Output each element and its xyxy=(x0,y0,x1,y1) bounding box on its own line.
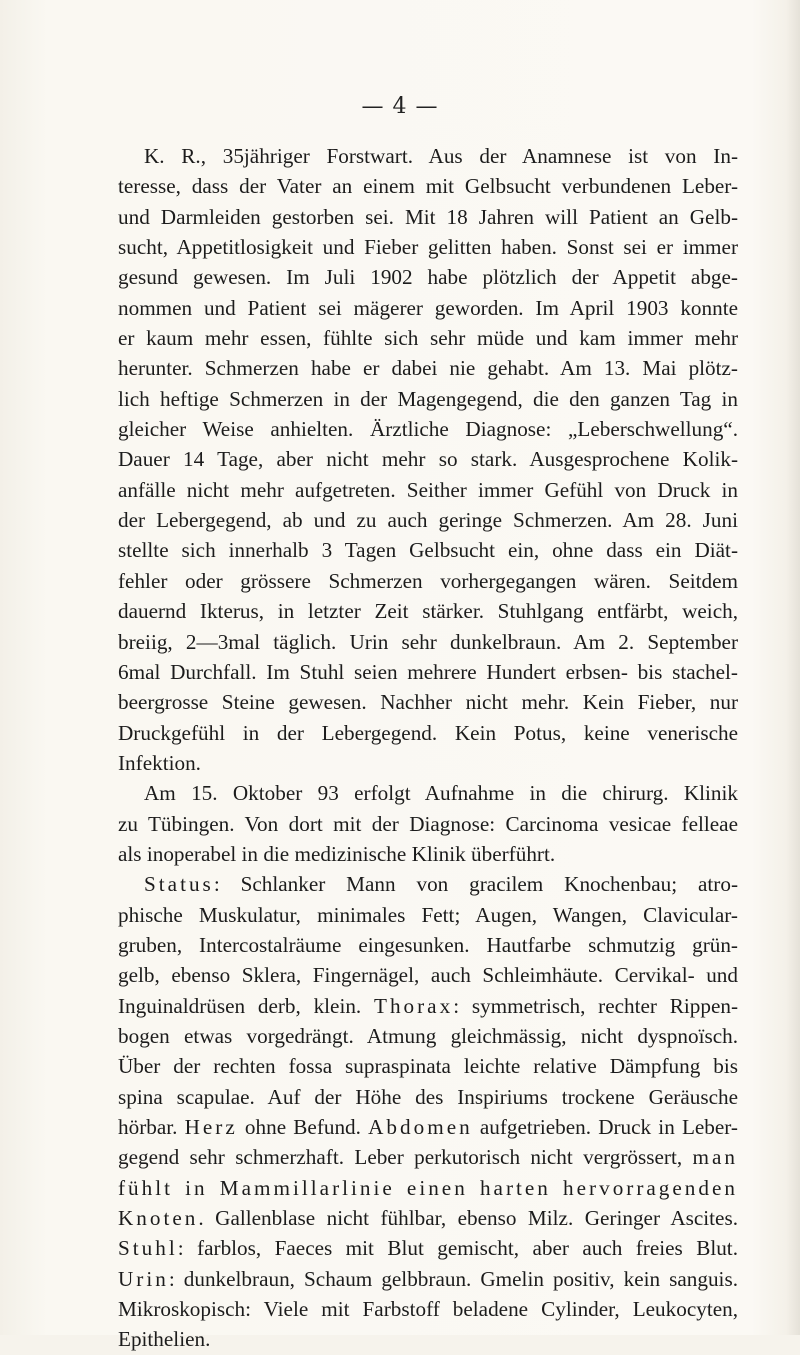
text-line: spina scapulae. Auf der Höhe des Inspiriums trockene Geräusche xyxy=(118,1084,738,1109)
text-line: gesund gewesen. Im Juli 1902 habe plötzlich der Appetit abge- xyxy=(118,265,738,290)
text-line: anfälle nicht mehr aufgetreten. Seither immer Gefühl von Druck in xyxy=(118,477,738,502)
text-line: teresse, dass der Vater an einem mit Gelbsucht verbundenen Leber- xyxy=(118,174,738,199)
text-line: nommen und Patient sei mägerer geworden. Im April 1903 konnte xyxy=(118,295,738,320)
text-line xyxy=(118,1264,738,1294)
text-line: beergrosse Steine gewesen. Nachher nicht mehr. Kein Fieber, nur xyxy=(118,690,738,715)
spaced-heading-word: Knoten xyxy=(118,1206,199,1231)
text-line xyxy=(118,869,738,899)
spaced-heading-word: Thorax xyxy=(374,993,454,1018)
text-segment: : symmetrisch, rechter Rippen- xyxy=(453,993,738,1018)
text-line: sucht, Appetitlosigkeit und Fieber gelitten haben. Sonst sei er immer xyxy=(118,235,738,260)
text-line: Mikroskopisch: Viele mit Farbstoff beladene Cylinder, Leukocyten, xyxy=(118,1297,738,1322)
text-line: stellte sich innerhalb 3 Tagen Gelbsucht ein, ohne dass ein Diät- xyxy=(118,538,738,563)
text-line: Am 15. Oktober 93 erfolgt Aufnahme in die chirurg. Klinik xyxy=(144,781,738,806)
text-line xyxy=(118,1142,738,1172)
spaced-heading-word: Abdomen xyxy=(368,1115,473,1139)
text-segment: hörbar. xyxy=(118,1115,185,1139)
page-number: — 4 — xyxy=(361,94,439,119)
text-line: phische Muskulatur, minimales Fett; Augen, Wangen, Clavicular- xyxy=(118,902,738,927)
text-segment: . Gallenblase nicht fühlbar, ebenso Milz. Geringer Ascites. xyxy=(198,1206,738,1231)
text-line: K. R., 35jähriger Forstwart. Aus der Anamnese ist von In- xyxy=(144,144,738,168)
text-line: herunter. Schmerzen habe er dabei nie gehabt. Am 13. Mai plötz- xyxy=(118,356,738,381)
spaced-heading-word: man xyxy=(692,1145,738,1170)
text-line: Dauer 14 Tage, aber nicht mehr so stark. Ausgesprochene Kolik- xyxy=(118,447,738,472)
body-text xyxy=(118,141,738,1355)
text-line: lich heftige Schmerzen in der Magengegend, die den ganzen Tag in xyxy=(118,386,738,411)
text-segment: aufgetrieben. Druck in Leber- xyxy=(472,1115,738,1139)
text-line: gruben, Intercostalräume eingesunken. Hautfarbe schmutzig grün- xyxy=(118,932,738,957)
text-line: Infektion. xyxy=(118,750,201,775)
text-segment: Inguinaldrüsen derb, klein. xyxy=(118,993,374,1018)
text-line: dauernd Ikterus, in letzter Zeit stärker. Stuhlgang entfärbt, weich, xyxy=(118,599,738,624)
text-line xyxy=(118,1203,738,1233)
page-edge-shadow xyxy=(786,0,800,1335)
text-line xyxy=(118,1173,738,1203)
text-line: breiig, 2—3mal täglich. Urin sehr dunkelbraun. Am 2. September xyxy=(118,629,738,654)
text-line: der Lebergegend, ab und zu auch geringe Schmerzen. Am 28. Juni xyxy=(118,508,738,533)
text-line: er kaum mehr essen, fühlte sich sehr müde und kam immer mehr xyxy=(118,326,738,351)
text-line xyxy=(118,1112,738,1142)
text-line: 6mal Durchfall. Im Stuhl seien mehrere Hundert erbsen- bis stachel- xyxy=(118,659,738,684)
text-line: bogen etwas vorgedrängt. Atmung gleichmässig, nicht dyspnoïsch. xyxy=(118,1023,738,1048)
text-line xyxy=(118,991,738,1021)
text-line: Epithelien. xyxy=(118,1327,211,1352)
text-segment: : Schlanker Mann von gracilem Knochenbau; atro- xyxy=(213,872,738,897)
spaced-heading-word: Status xyxy=(144,872,214,897)
text-line: Druckgefühl in der Lebergegend. Kein Potus, keine venerische xyxy=(118,720,738,745)
text-line: fehler oder grössere Schmerzen vorhergegangen wären. Seitdem xyxy=(118,568,738,593)
text-line: zu Tübingen. Von dort mit der Diagnose: Carcinoma vesicae felleae xyxy=(118,811,738,836)
text-line: gleicher Weise anhielten. Ärztliche Diagnose: „Leberschwellung“. xyxy=(118,417,738,442)
text-segment: ohne Befund. xyxy=(237,1115,369,1139)
spaced-heading-word: Stuhl xyxy=(118,1236,178,1261)
text-line xyxy=(118,1233,738,1263)
text-segment: gegend sehr schmerzhaft. Leber perkutorisch nicht vergrössert, xyxy=(118,1145,693,1170)
text-line: Über der rechten fossa supraspinata leichte relative Dämpfung bis xyxy=(118,1054,738,1079)
text-line: als inoperabel in die medizinische Klinik überführt. xyxy=(118,841,556,866)
text-line: gelb, ebenso Sklera, Fingernägel, auch Schleimhäute. Cervikal- und xyxy=(118,963,738,988)
text-line: und Darmleiden gestorben sei. Mit 18 Jahren will Patient an Gelb- xyxy=(118,204,738,229)
spaced-heading-word: fühlt in Mammillarlinie einen harten hervorragenden xyxy=(118,1175,738,1200)
text-segment: : dunkelbraun, Schaum gelbbraun. Gmelin positiv, kein sanguis. xyxy=(168,1266,738,1291)
spaced-heading-word: Herz xyxy=(184,1115,238,1139)
spaced-heading-word: Urin xyxy=(118,1266,169,1291)
text-segment: : farblos, Faeces mit Blut gemischt, aber auch freies Blut. xyxy=(177,1236,738,1261)
